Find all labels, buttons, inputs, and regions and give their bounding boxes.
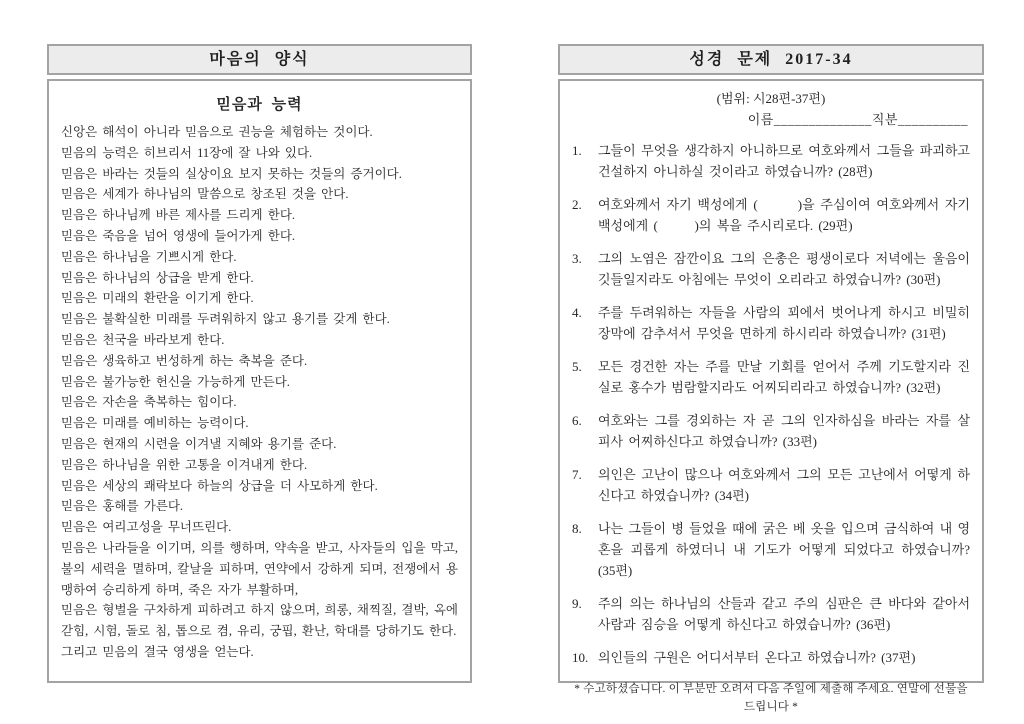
body-line: 믿음은 세상의 쾌락보다 하늘의 상급을 더 사모하게 한다. xyxy=(61,478,378,493)
question-number: 1. xyxy=(572,143,582,158)
right-page-title: 성경 문제 2017-34 xyxy=(558,44,984,75)
question-text: 모든 경건한 자는 주를 만날 기회를 얻어서 주께 기도할지라 진실로 홍수가 범람할지라도 어찌되리라고 하였습니까? (32편) xyxy=(598,359,970,395)
question-item xyxy=(572,302,970,344)
body-line: 믿음은 형벌을 구차하게 피하려고 하지 않으며, 희롱, 채찍질, 결박, 옥에 갇힘, 시험, 돌로 침, 톱으로 켬, 유리, 궁핍, 환난, 학대를 당하기도 한다. xyxy=(61,603,458,639)
question-text: 의인들의 구원은 어디서부터 온다고 하였습니까? (37편) xyxy=(598,650,916,665)
question-text: 나는 그들이 병 들었을 때에 굵은 베 옷을 입으며 금식하여 내 영혼을 괴롭게 하였더니 내 기도가 어떻게 되었다고 하였습니까? (35편) xyxy=(598,521,970,578)
body-line: 믿음은 여리고성을 무너뜨린다. xyxy=(61,520,232,535)
body-line: 믿음은 자손을 축복하는 힘이다. xyxy=(61,395,237,410)
body-line: 믿음은 하나님의 상급을 받게 한다. xyxy=(61,270,254,285)
question-text: 그의 노염은 잠깐이요 그의 은총은 평생이로다 저녁에는 울음이 깃들일지라도 아침에는 무엇이 오리라고 하였습니까? (30편) xyxy=(598,251,970,287)
question-text: 의인은 고난이 많으나 여호와께서 그의 모든 고난에서 어떻게 하신다고 하였습니까? (34편) xyxy=(598,467,970,503)
question-number: 8. xyxy=(572,521,582,536)
question-number: 9. xyxy=(572,596,582,611)
body-line: 믿음은 불확실한 미래를 두려워하지 않고 용기를 갖게 한다. xyxy=(61,312,390,327)
question-text: 여호와는 그를 경외하는 자 곧 그의 인자하심을 바라는 자를 살피사 어찌하신다고 하였습니까? (33편) xyxy=(598,413,970,449)
body-line: 믿음은 현재의 시련을 이겨낼 지혜와 용기를 준다. xyxy=(61,436,337,451)
question-item xyxy=(572,356,970,398)
question-item xyxy=(572,464,970,506)
question-text: 주를 두려워하는 자들을 사람의 꾀에서 벗어나게 하시고 비밀히 장막에 감추셔서 무엇을 면하게 하시리라 하였습니까? (31편) xyxy=(598,305,970,341)
left-page-title: 마음의 양식 xyxy=(47,44,472,75)
position-label: 직분 xyxy=(871,112,898,127)
body-line: 믿음은 생육하고 번성하게 하는 축복을 준다. xyxy=(61,353,308,368)
body-line: 믿음은 미래의 환란을 이기게 한다. xyxy=(61,291,254,306)
body-line: 믿음은 천국을 바라보게 한다. xyxy=(61,332,225,347)
question-item xyxy=(572,518,970,581)
body-line: 믿음은 세계가 하나님의 말씀으로 창조된 것을 안다. xyxy=(61,187,349,202)
body-line: 신앙은 해석이 아니라 믿음으로 권능을 체험하는 것이다. xyxy=(61,125,373,139)
question-text: 주의 의는 하나님의 산들과 같고 주의 심판은 큰 바다와 같아서 사람과 짐승을 어떻게 하신다고 하였습니까? (36편) xyxy=(598,596,970,632)
body-line: 믿음의 능력은 히브리서 11장에 잘 나와 있다. xyxy=(61,145,313,160)
body-line: 믿음은 홍해를 가른다. xyxy=(61,499,184,514)
question-number: 4. xyxy=(572,305,582,320)
question-item xyxy=(572,194,970,236)
question-item xyxy=(572,593,970,635)
right-page-content-box xyxy=(558,79,984,713)
body-line: 믿음은 바라는 것들의 실상이요 보지 못하는 것들의 증거이다. xyxy=(61,166,402,181)
scripture-range: (범위: 시28편-37편) xyxy=(716,91,826,106)
question-item xyxy=(572,647,970,668)
question-number: 7. xyxy=(572,467,582,482)
body-line: 믿음은 불가능한 헌신을 가능하게 만든다. xyxy=(61,374,290,389)
question-item xyxy=(572,140,970,182)
question-text: 그들이 무엇을 생각하지 아니하므로 여호와께서 그들을 파괴하고 건설하지 아니하실 것이라고 하였습니까? (28편) xyxy=(598,143,970,179)
question-number: 3. xyxy=(572,251,582,266)
name-label: 이름 xyxy=(747,112,774,127)
left-page-content-box xyxy=(47,79,472,683)
body-line: 믿음은 나라들을 이기며, 의를 행하며, 약속을 받고, 사자들의 입을 막고, 불의 세력을 멸하며, 칼날을 피하며, 연약에서 강하게 되며, 전쟁에서 용맹하여 승리하게 하며, 죽은 자가 부활하며, xyxy=(61,540,458,597)
article-body xyxy=(61,122,458,663)
question-number: 10. xyxy=(572,650,589,665)
body-line: 믿음은 하나님을 기쁘시게 한다. xyxy=(61,249,237,264)
article-subtitle: 믿음과 능력 xyxy=(216,97,303,113)
body-line: 믿음은 하나님을 위한 고통을 이겨내게 한다. xyxy=(61,457,308,472)
name-blank-line: ______________ xyxy=(773,112,872,127)
name-position-line xyxy=(572,109,970,131)
question-item xyxy=(572,410,970,452)
body-line: 믿음은 미래를 예비하는 능력이다. xyxy=(61,416,249,431)
body-line: 그리고 믿음의 결국 영생을 얻는다. xyxy=(61,644,254,659)
position-blank-line: __________ xyxy=(898,112,968,127)
right-page xyxy=(558,44,984,713)
question-number: 2. xyxy=(572,197,582,212)
body-line: 믿음은 하나님께 바른 제사를 드리게 한다. xyxy=(61,208,296,223)
question-number: 5. xyxy=(572,359,582,374)
left-page xyxy=(47,44,472,683)
body-line: 믿음은 죽음을 넘어 영생에 들어가게 한다. xyxy=(61,228,296,243)
question-list xyxy=(572,140,970,668)
submission-note: * 수고하셨습니다. 이 부분만 오려서 다음 주일에 제출해 주세요. 연말에 선물을 드립니다 * xyxy=(574,683,968,713)
question-text: 여호와께서 자기 백성에게 ( )을 주심이여 여호와께서 자기 백성에게 ( )의 복을 주시리로다. (29편) xyxy=(598,197,970,233)
question-item xyxy=(572,248,970,290)
question-number: 6. xyxy=(572,413,582,428)
